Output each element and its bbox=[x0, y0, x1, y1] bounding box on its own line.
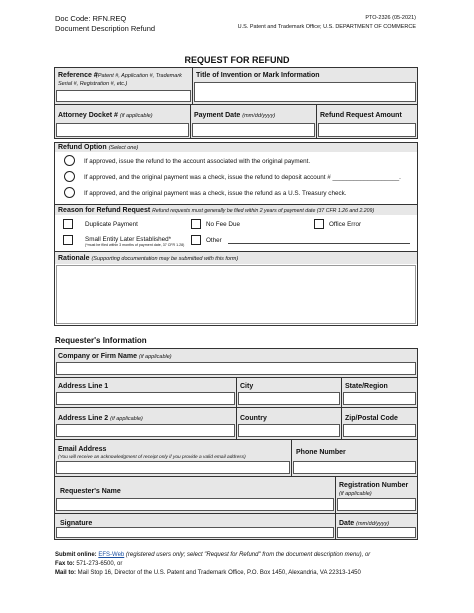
phone-input[interactable] bbox=[293, 461, 416, 474]
divider bbox=[236, 377, 237, 407]
divider bbox=[54, 439, 418, 440]
small-entity-label: Small Entity Later Established* bbox=[85, 236, 172, 243]
divider bbox=[335, 513, 336, 540]
signature-label: Signature bbox=[60, 520, 93, 527]
company-label: Company or Firm Name (if applicable) bbox=[58, 353, 172, 360]
divider bbox=[54, 476, 418, 477]
requester-heading: Requester's Information bbox=[55, 336, 147, 345]
address1-label: Address Line 1 bbox=[58, 383, 109, 390]
doc-code: Doc Code: RFN.REQ bbox=[55, 14, 127, 23]
date-label: Date (mm/dd/yyyy) bbox=[339, 520, 390, 527]
refund-option-radio-3[interactable] bbox=[64, 187, 75, 198]
divider bbox=[236, 407, 237, 439]
zip-input[interactable] bbox=[343, 424, 416, 437]
agency-name: U.S. Patent and Trademark Office; U.S. DEPARTMENT OF COMMERCE bbox=[237, 24, 416, 30]
address1-input[interactable] bbox=[56, 392, 235, 405]
email-hint: (You will receive an acknowledgment of receipt only if you provide a valid email address) bbox=[58, 455, 246, 460]
requester-name-input[interactable] bbox=[56, 498, 334, 511]
divider bbox=[192, 67, 193, 104]
efs-web-link[interactable]: EFS-Web bbox=[98, 552, 125, 558]
refund-amount-label: Refund Request Amount bbox=[320, 112, 402, 119]
submit-online-line: Submit online: EFS-Web (registered users only; select "Request for Refund" from the document description menu), or bbox=[55, 552, 371, 558]
office-error-label: Office Error bbox=[329, 221, 362, 228]
divider bbox=[316, 104, 317, 139]
other-label: Other bbox=[206, 237, 222, 244]
address2-label: Address Line 2 (if applicable) bbox=[58, 415, 143, 422]
other-input-line[interactable] bbox=[228, 243, 410, 244]
email-label: Email Address bbox=[58, 446, 107, 453]
no-fee-checkbox[interactable] bbox=[191, 219, 201, 229]
refund-option-text-3: If approved, and the original payment was a check, issue the refund as a U.S. Treasury check. bbox=[84, 190, 347, 197]
refund-amount-input[interactable] bbox=[318, 123, 416, 137]
divider bbox=[335, 476, 336, 513]
divider bbox=[341, 377, 342, 407]
title-input[interactable] bbox=[194, 82, 416, 102]
country-label: Country bbox=[240, 415, 267, 422]
phone-label: Phone Number bbox=[296, 449, 346, 456]
city-label: City bbox=[240, 383, 254, 390]
reference-hint: (Patent #, Application #, Trademark Serial #, Registration #, etc.) bbox=[58, 73, 182, 87]
city-input[interactable] bbox=[238, 392, 340, 405]
divider bbox=[54, 104, 418, 105]
form-title: REQUEST FOR REFUND bbox=[184, 55, 290, 65]
date-input[interactable] bbox=[337, 527, 416, 538]
state-label: State/Region bbox=[345, 383, 388, 390]
doc-description: Document Description Refund bbox=[55, 24, 156, 33]
refund-option-radio-2[interactable] bbox=[64, 171, 75, 182]
reference-label: Reference # bbox=[58, 72, 98, 79]
reg-no-input[interactable] bbox=[337, 498, 416, 511]
reg-no-hint: (if applicable) bbox=[339, 491, 372, 497]
attorney-input[interactable] bbox=[56, 123, 189, 137]
duplicate-label: Duplicate Payment bbox=[85, 221, 138, 228]
mail-line: Mail to: Mail Stop 16, Director of the U.S. Patent and Trademark Office, P.O. Box 1450, Alexandria, VA 22313-1450 bbox=[55, 570, 361, 576]
refund-option-radio-1[interactable] bbox=[64, 155, 75, 166]
refund-option-text-1: If approved, issue the refund to the account associated with the original payment. bbox=[84, 158, 311, 165]
duplicate-checkbox[interactable] bbox=[63, 219, 73, 229]
divider bbox=[190, 104, 191, 139]
title-label: Title of Invention or Mark Information bbox=[196, 72, 320, 79]
office-error-checkbox[interactable] bbox=[314, 219, 324, 229]
rationale-label: Rationale (Supporting documentation may be submitted with this form) bbox=[58, 255, 239, 262]
state-input[interactable] bbox=[343, 392, 416, 405]
payment-date-label: Payment Date (mm/dd/yyyy) bbox=[194, 112, 276, 119]
refund-option-text-2: If approved, and the original payment was a check, issue the refund to deposit account # ___________________. bbox=[84, 174, 401, 181]
no-fee-label: No Fee Due bbox=[206, 221, 240, 228]
divider bbox=[54, 513, 418, 514]
fax-line: Fax to: 571-273-6500, or bbox=[55, 561, 123, 567]
form-number: PTO-2326 (05-2021) bbox=[365, 15, 416, 21]
country-input[interactable] bbox=[238, 424, 340, 437]
reg-no-label: Registration Number bbox=[339, 482, 409, 489]
rationale-textarea[interactable] bbox=[56, 265, 416, 324]
company-input[interactable] bbox=[56, 362, 416, 375]
payment-date-input[interactable] bbox=[192, 123, 315, 137]
zip-label: Zip/Postal Code bbox=[345, 415, 398, 422]
signature-input[interactable] bbox=[56, 527, 334, 538]
attorney-label: Attorney Docket # (if applicable) bbox=[58, 112, 153, 119]
reference-input[interactable] bbox=[56, 90, 191, 102]
email-input[interactable] bbox=[56, 461, 290, 474]
reason-label: Reason for Refund Request Refund requests must generally be filed within 2 years of payment date (37 CFR 1.26 and 2.209) bbox=[58, 207, 375, 214]
small-entity-checkbox[interactable] bbox=[63, 235, 73, 245]
divider bbox=[291, 439, 292, 476]
small-entity-note: (*must be filed within 3 months of payment date, 37 CFR 1.28) bbox=[85, 243, 185, 247]
refund-option-label: Refund Option (Select one) bbox=[58, 144, 139, 151]
other-checkbox[interactable] bbox=[191, 235, 201, 245]
requester-name-label: Requester's Name bbox=[60, 488, 121, 495]
address2-input[interactable] bbox=[56, 424, 235, 437]
divider bbox=[341, 407, 342, 439]
